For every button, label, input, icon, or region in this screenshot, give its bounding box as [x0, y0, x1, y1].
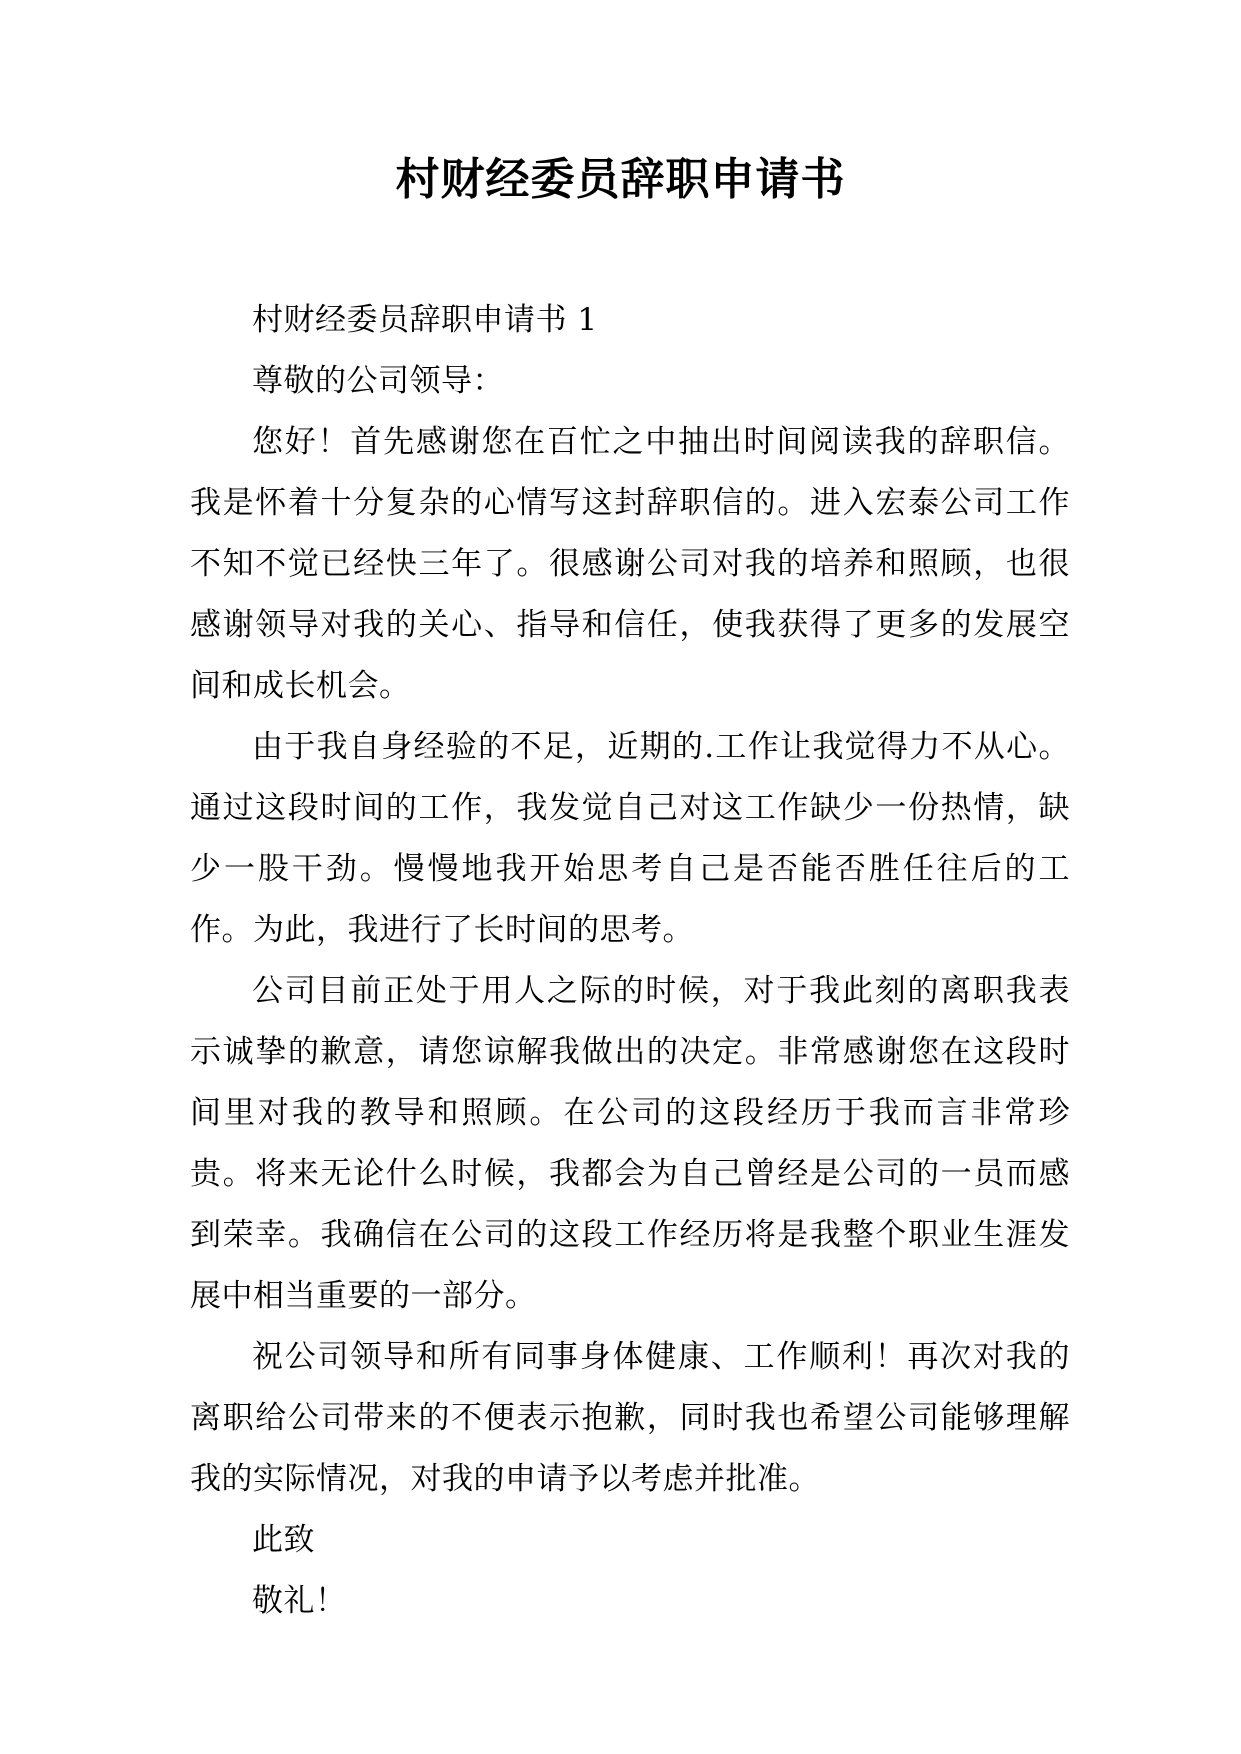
closing-salute: 敬礼！ — [252, 1583, 347, 1619]
body-paragraph: 由于我自身经验的不足，近期的.工作让我觉得力不从心。通过这段时间的工作，我发觉自己对这工作缺少一份热情，缺少一股干劲。慢慢地我开始思考自己是否能否胜任往后的工作。为此，我进行了长时间的思考。 — [190, 729, 1070, 948]
body-paragraph: 祝公司领导和所有同事身体健康、工作顺利！再次对我的离职给公司带来的不便表示抱歉，同时我也希望公司能够理解我的实际情况，对我的申请予以考虑并批准。 — [190, 1339, 1070, 1497]
document-body — [190, 290, 1070, 1632]
document-title: 村财经委员辞职申请书 — [395, 154, 846, 205]
salutation-paragraph: 尊敬的公司领导： — [252, 363, 504, 399]
body-paragraph: 公司目前正处于用人之际的时候，对于我此刻的离职我表示诚挚的歉意，请您谅解我做出的决定。非常感谢您在这段时间里对我的教导和照顾。在公司的这段经历于我而言非常珍贵。将来无论什么时候，我都会为自己曾经是公司的一员而感到荣幸。我确信在公司的这段工作经历将是我整个职业生涯发展中相当重要的一部分。 — [190, 973, 1070, 1314]
subtitle-paragraph: 村财经委员辞职申请书 1 — [252, 302, 598, 338]
closing-paragraph: 此致 — [252, 1522, 315, 1558]
body-paragraph: 您好！首先感谢您在百忙之中抽出时间阅读我的辞职信。我是怀着十分复杂的心情写这封辞职信的。进入宏泰公司工作不知不觉已经快三年了。很感谢公司对我的培养和照顾，也很感谢领导对我的关心、指导和信任，使我获得了更多的发展空间和成长机会。 — [190, 424, 1070, 704]
